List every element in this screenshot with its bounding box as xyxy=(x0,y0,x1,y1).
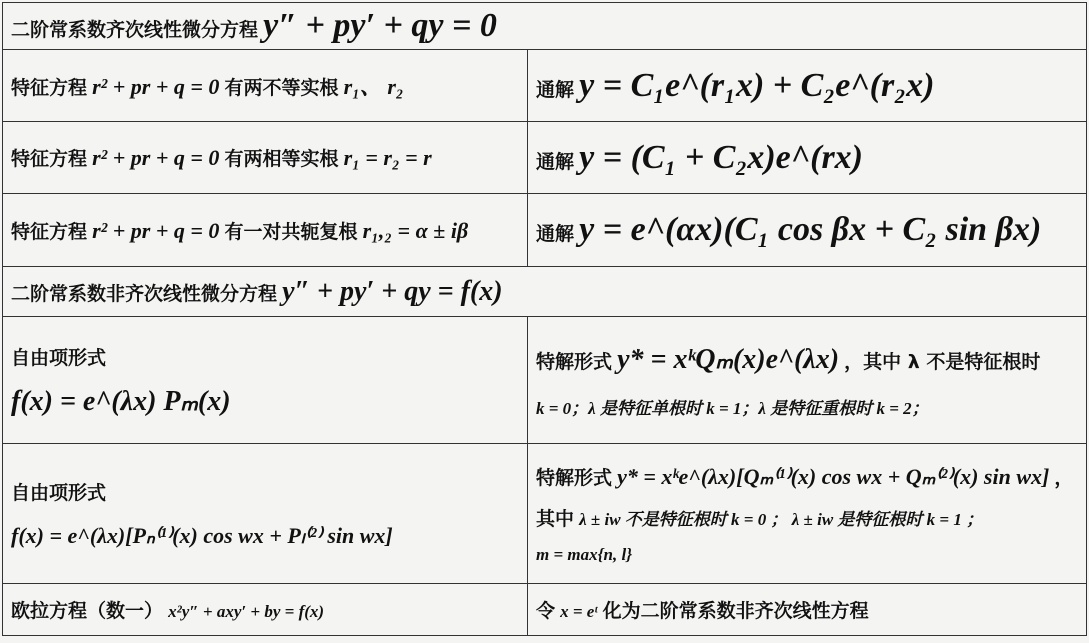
euler-eq: x²y″ + axy′ + by = f(x) xyxy=(168,602,325,621)
condition: 有两相等实根 xyxy=(224,148,339,170)
nonhomog-row-1-left xyxy=(3,317,528,444)
substitution: x = eᵗ xyxy=(560,602,598,621)
homog-title-cell xyxy=(3,3,1087,50)
homog-row-1-left xyxy=(3,50,528,122)
roots: r₁、 r₂ xyxy=(343,74,404,99)
label: 通解 xyxy=(536,223,575,245)
roots: r₁,₂ = α ± iβ xyxy=(362,217,469,243)
tail: ， xyxy=(1054,466,1074,489)
line-2 xyxy=(536,504,1078,531)
formula-table xyxy=(2,2,1087,636)
label: 特征方程 xyxy=(11,77,88,99)
homog-row-3-right xyxy=(528,194,1087,267)
label: 通解 xyxy=(536,150,575,173)
nonhomog-row-2-left xyxy=(3,444,528,584)
general-solution: y = C₁e^(r₁x) + C₂e^(r₂x) xyxy=(579,66,935,104)
line-2 xyxy=(536,394,1078,419)
homog-title-text: 二阶常系数齐次线性微分方程 xyxy=(11,19,259,41)
label: 自由项形式 xyxy=(11,482,107,504)
k-conditions: λ ± iw 不是特征根时 k = 0 ； λ ± iw 是特征根时 k = 1 ； xyxy=(579,509,984,529)
free-term: f(x) = e^(λx)[Pₙ⁽¹⁾(x) cos wx + Pₗ⁽²⁾ sin wx] xyxy=(11,523,393,548)
homog-row-1-right xyxy=(528,50,1087,122)
m-definition: m = max{n, l} xyxy=(536,544,633,564)
condition: 有一对共轭复根 xyxy=(224,220,358,243)
general-solution: y = e^(αx)(C₁ cos βx + C₂ sin βx) xyxy=(579,211,1042,248)
tail: 化为二阶常系数非齐次线性方程 xyxy=(602,600,869,622)
nonhomog-row-1-right xyxy=(528,317,1087,444)
nonhomog-title-row xyxy=(3,267,1087,317)
particular-form: y* = xᵏe^(λx)[Qₘ⁽¹⁾(x) cos wx + Qₘ⁽²⁾(x) sin wx] xyxy=(617,463,1050,489)
label: 特征方程 xyxy=(11,220,88,243)
particular-form: y* = xᵏQₘ(x)e^(λx) xyxy=(617,343,840,375)
label: 其中 xyxy=(536,507,575,530)
homog-title-eq: y″ + py′ + qy = 0 xyxy=(263,7,497,44)
nonhomog-title-eq: y″ + py′ + qy = f(x) xyxy=(282,275,503,307)
homog-title-row xyxy=(3,3,1087,50)
homog-row-2 xyxy=(3,122,1087,194)
char-eq: r² + pr + q = 0 xyxy=(92,145,220,170)
general-solution: y = (C₁ + C₂x)e^(rx) xyxy=(579,138,863,176)
nonhomog-title-text: 二阶常系数非齐次线性微分方程 xyxy=(11,282,278,305)
tail: ，其中 λ 不是特征根时 xyxy=(844,350,1041,373)
label: 欧拉方程（数一） xyxy=(11,600,164,622)
line-1 xyxy=(536,342,1078,376)
label: 令 xyxy=(536,600,556,622)
label: 特征方程 xyxy=(11,148,88,170)
homog-row-1 xyxy=(3,50,1087,122)
condition: 有两不等实根 xyxy=(224,77,339,99)
roots: r₁ = r₂ = r xyxy=(343,145,432,170)
label: 特解形式 xyxy=(536,350,613,373)
char-eq: r² + pr + q = 0 xyxy=(92,74,220,99)
label: 通解 xyxy=(536,78,575,101)
label: 特解形式 xyxy=(536,466,613,489)
label: 自由项形式 xyxy=(11,346,107,369)
nonhomog-title-cell xyxy=(3,267,1087,317)
homog-row-2-left xyxy=(3,122,528,194)
nonhomog-row-2-right xyxy=(528,444,1087,584)
euler-row-right xyxy=(528,584,1087,636)
char-eq: r² + pr + q = 0 xyxy=(92,217,220,243)
euler-row-left xyxy=(3,584,528,636)
k-conditions: k = 0；λ 是特征单根时 k = 1；λ 是特征重根时 k = 2； xyxy=(536,398,929,418)
homog-row-2-right xyxy=(528,122,1087,194)
nonhomog-row-1 xyxy=(3,317,1087,444)
homog-row-3 xyxy=(3,194,1087,267)
nonhomog-row-2 xyxy=(3,444,1087,584)
line-1 xyxy=(536,463,1078,490)
line-3 xyxy=(536,545,1078,565)
homog-row-3-left xyxy=(3,194,528,267)
free-term: f(x) = e^(λx) Pₘ(x) xyxy=(11,385,231,417)
euler-row xyxy=(3,584,1087,636)
